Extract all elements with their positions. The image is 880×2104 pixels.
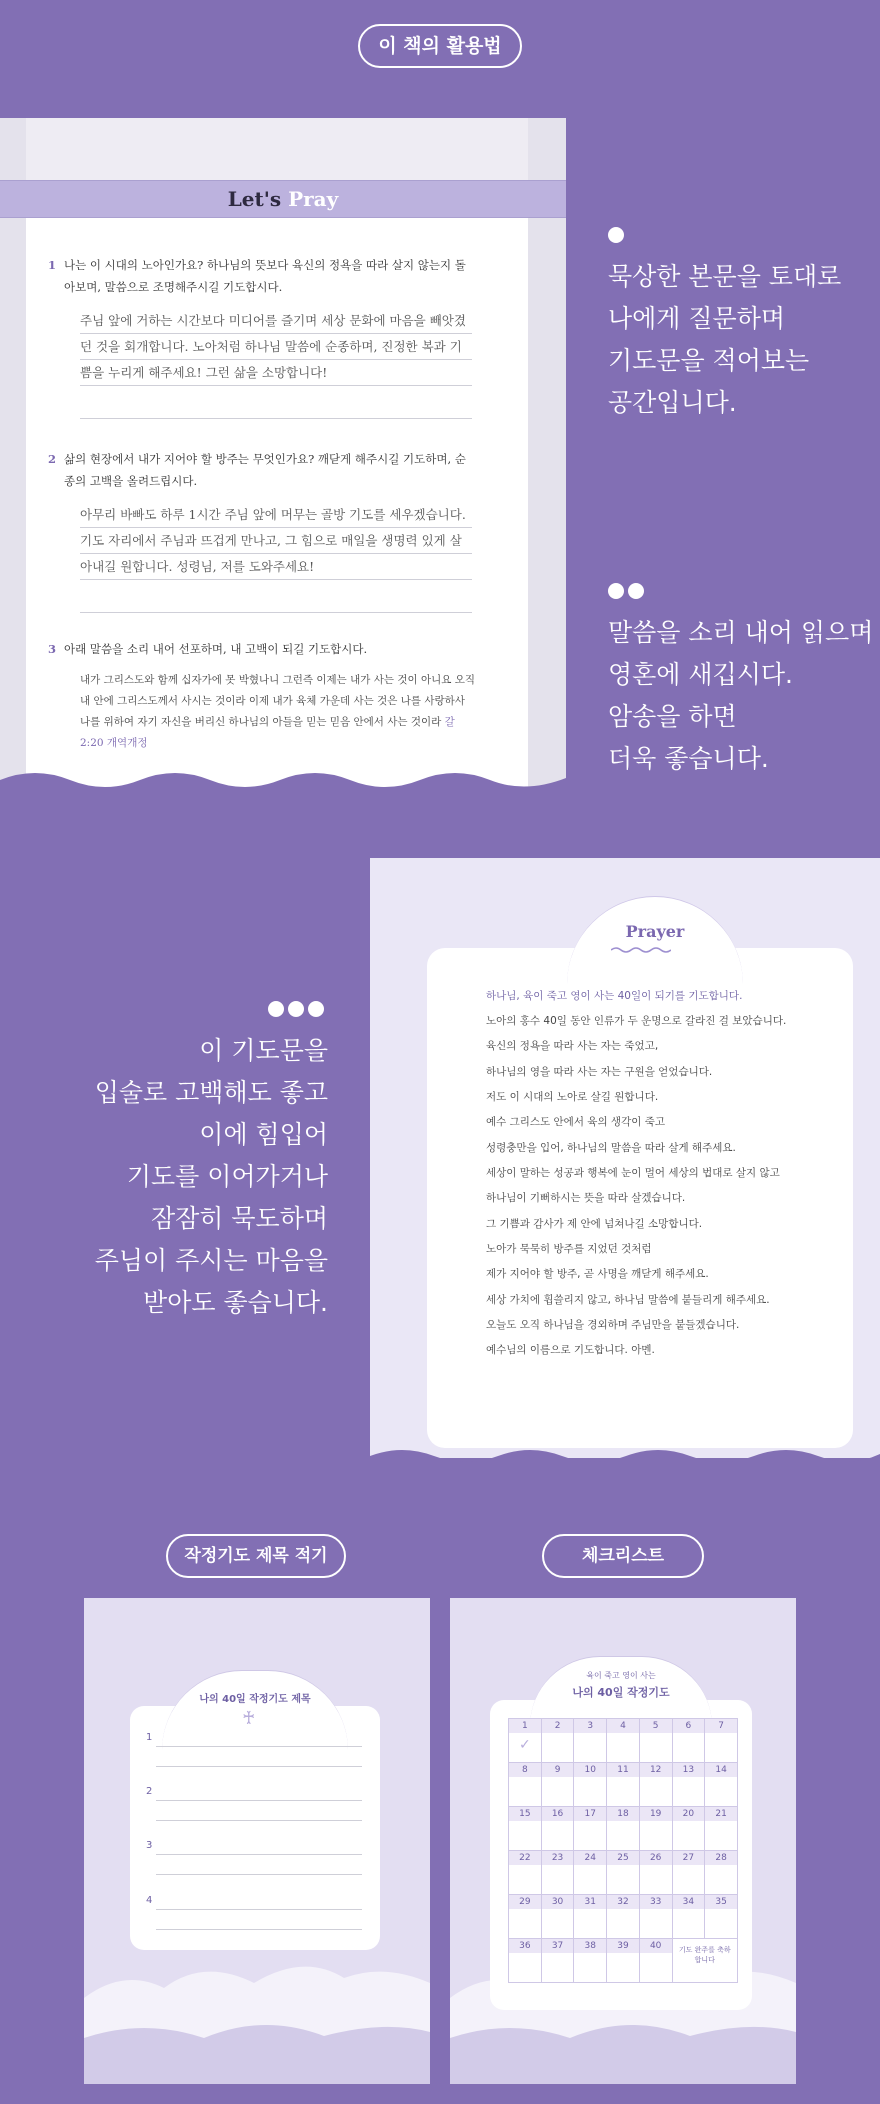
question-2 — [48, 448, 476, 492]
prayer-line: 노아가 묵묵히 방주를 지었던 것처럼 — [486, 1243, 652, 1255]
answer-rule — [80, 527, 472, 528]
prayer-line: 세상이 말하는 성공과 행복에 눈이 멀어 세상의 법대로 살지 않고 — [486, 1167, 780, 1179]
note-line: 말씀을 소리 내어 읽으며 — [608, 618, 874, 647]
day-cell[interactable] — [639, 1895, 672, 1939]
note-line: 암송을 하면 — [608, 702, 737, 731]
prayer-line: 육신의 정욕을 따라 사는 자는 죽었고, — [486, 1040, 659, 1052]
day-cell[interactable] — [672, 1719, 705, 1763]
day-number: 35 — [705, 1895, 737, 1909]
day-cell[interactable] — [541, 1807, 574, 1851]
topic-rule — [156, 1820, 362, 1821]
day-number: 14 — [705, 1763, 737, 1777]
day-cell[interactable] — [574, 1763, 607, 1807]
day-number: 15 — [509, 1807, 541, 1821]
prayer-line: 하나님이 기뻐하시는 뜻을 따라 살겠습니다. — [486, 1192, 686, 1204]
sample-page — [0, 118, 566, 790]
day-number: 13 — [673, 1763, 705, 1777]
topic-number: 2 — [146, 1786, 153, 1797]
check-mark-icon: ✓ — [518, 1737, 531, 1753]
day-cell[interactable] — [705, 1807, 738, 1851]
day-cell[interactable] — [574, 1807, 607, 1851]
page-right-margin — [528, 118, 566, 790]
day-cell[interactable] — [541, 1939, 574, 1983]
answer-rule — [80, 418, 472, 419]
day-number: 6 — [673, 1719, 705, 1733]
day-cell[interactable] — [607, 1895, 640, 1939]
note-line: 받아도 좋습니다. — [143, 1288, 328, 1317]
answer-rule — [80, 553, 472, 554]
day-cell[interactable] — [574, 1939, 607, 1983]
day-number: 21 — [705, 1807, 737, 1821]
prayer-title: Prayer — [625, 922, 685, 941]
praying-hands-icon: ♰ — [242, 1708, 256, 1729]
day-number: 24 — [574, 1851, 606, 1865]
topic-rule — [156, 1854, 362, 1855]
prayer-line: 하나님, 육이 죽고 영이 사는 40일이 되기를 기도합니다. — [486, 990, 743, 1002]
answer-rule — [80, 612, 472, 613]
section-pill-prayer-topics: 작정기도 제목 적기 — [166, 1534, 346, 1578]
answer-rule — [80, 579, 472, 580]
topic-rule — [156, 1766, 362, 1767]
day-cell[interactable] — [509, 1807, 542, 1851]
day-number: 8 — [509, 1763, 541, 1777]
lets-pray-title — [0, 187, 566, 211]
topic-rule — [156, 1800, 362, 1801]
day-number: 23 — [542, 1851, 574, 1865]
calendar-row — [509, 1719, 738, 1763]
day-cell[interactable] — [639, 1807, 672, 1851]
checklist-calendar — [508, 1718, 738, 1983]
day-number: 39 — [607, 1939, 639, 1953]
day-cell[interactable] — [639, 1763, 672, 1807]
day-number: 10 — [574, 1763, 606, 1777]
prayer-line: 그 기쁨과 감사가 제 안에 넘쳐나길 소망합니다. — [486, 1218, 703, 1230]
day-number: 40 — [640, 1939, 672, 1953]
day-cell[interactable] — [541, 1895, 574, 1939]
day-cell[interactable] — [541, 1763, 574, 1807]
day-cell[interactable] — [639, 1851, 672, 1895]
day-number: 16 — [542, 1807, 574, 1821]
question-1 — [48, 254, 476, 298]
two-dots-icon — [608, 570, 873, 612]
day-number: 30 — [542, 1895, 574, 1909]
calendar-row — [509, 1851, 738, 1895]
note-line: 영혼에 새깁시다. — [608, 660, 793, 689]
day-number: 25 — [607, 1851, 639, 1865]
day-number: 19 — [640, 1807, 672, 1821]
completion-cell[interactable] — [672, 1939, 737, 1983]
wave-decoration-icon — [611, 946, 671, 954]
day-number: 27 — [673, 1851, 705, 1865]
day-cell[interactable] — [607, 1763, 640, 1807]
section-pill-checklist: 체크리스트 — [542, 1534, 704, 1578]
day-number: 32 — [607, 1895, 639, 1909]
note-3 — [95, 988, 328, 1324]
prayer-line: 예수 그리스도 안에서 육의 생각이 죽고 — [486, 1116, 665, 1128]
day-number: 29 — [509, 1895, 541, 1909]
note-line: 이에 힘입어 — [199, 1120, 328, 1149]
day-cell[interactable] — [574, 1719, 607, 1763]
answer-1: 주님 앞에 거하는 시간보다 미디어를 즐기며 세상 문화에 마음을 빼앗겼던 것을 회개합니다. 노아처럼 하나님 말씀에 순종하며, 진정한 복과 기쁨을 누리게 해주세요! 그런 삶을 소망합니다! — [80, 313, 466, 380]
prayer-topics-card — [84, 1598, 430, 2084]
day-cell[interactable] — [672, 1851, 705, 1895]
topics-card-title: 나의 40일 작정기도 제목 — [199, 1694, 311, 1705]
pray-word: Pray — [288, 187, 339, 211]
day-cell[interactable] — [672, 1763, 705, 1807]
note-1 — [608, 214, 841, 424]
day-cell[interactable] — [509, 1851, 542, 1895]
page-wave-edge — [0, 766, 566, 796]
checklist-title: 나의 40일 작정기도 — [572, 1686, 670, 1699]
note-line: 공간입니다. — [608, 388, 737, 417]
answer-2: 아무리 바빠도 하루 1시간 주님 앞에 머무는 골방 기도를 세우겠습니다. 기도 자리에서 주님과 뜨겁게 만나고, 그 힘으로 매일을 생명력 있게 살아내길 원합니다. 성령님, 저를 도와주세요! — [80, 507, 466, 574]
day-cell[interactable] — [639, 1719, 672, 1763]
checklist-subtitle: 육이 죽고 영이 사는 — [586, 1671, 656, 1680]
note-line: 기도문을 적어보는 — [608, 346, 810, 375]
calendar-row — [509, 1763, 738, 1807]
calendar-row — [509, 1807, 738, 1851]
topic-rule — [156, 1909, 362, 1910]
day-number: 36 — [509, 1939, 541, 1953]
note-line: 더욱 좋습니다. — [608, 744, 769, 773]
day-cell[interactable] — [607, 1939, 640, 1983]
day-number: 5 — [640, 1719, 672, 1733]
prayer-line: 오늘도 오직 하나님을 경외하며 주님만을 붙들겠습니다. — [486, 1319, 740, 1331]
day-number: 20 — [673, 1807, 705, 1821]
day-number: 22 — [509, 1851, 541, 1865]
lets-pray-header — [0, 180, 566, 218]
page-top-margin — [26, 118, 528, 180]
day-number: 37 — [542, 1939, 574, 1953]
question-3 — [48, 638, 476, 660]
prayer-line: 제가 지어야 할 방주, 곧 사명을 깨닫게 해주세요. — [486, 1268, 709, 1280]
topic-number: 1 — [146, 1732, 153, 1743]
calendar-row — [509, 1895, 738, 1939]
question-text: 삶의 현장에서 내가 지어야 할 방주는 무엇인가요? 깨닫게 해주시길 기도하며, 순종의 고백을 올려드립시다. — [64, 452, 466, 488]
day-cell[interactable] — [705, 1719, 738, 1763]
completion-note: 기도 완주를 축하합니다 — [678, 1946, 731, 1964]
question-number: 1 — [48, 258, 57, 272]
section-pill-usage: 이 책의 활용법 — [358, 24, 522, 68]
day-number: 1 — [509, 1719, 541, 1733]
lets-word: Let's — [227, 187, 282, 211]
day-number: 18 — [607, 1807, 639, 1821]
answer-rule — [80, 359, 472, 360]
day-number: 11 — [607, 1763, 639, 1777]
day-cell[interactable] — [705, 1851, 738, 1895]
day-cell[interactable] — [574, 1895, 607, 1939]
answer-rule — [80, 385, 472, 386]
prayer-line: 하나님의 영을 따라 사는 자는 구원을 얻었습니다. — [486, 1066, 713, 1078]
topic-rule — [156, 1874, 362, 1875]
verse-reference: 갈 2:20 개역개정 — [80, 716, 455, 749]
note-line: 나에게 질문하며 — [608, 304, 785, 333]
note-line: 입술로 고백해도 좋고 — [94, 1078, 328, 1107]
day-cell[interactable] — [672, 1807, 705, 1851]
day-number: 38 — [574, 1939, 606, 1953]
day-number: 33 — [640, 1895, 672, 1909]
note-2 — [608, 570, 873, 780]
cloud-background — [84, 1928, 430, 2084]
day-cell[interactable] — [705, 1763, 738, 1807]
note-line: 묵상한 본문을 토대로 — [608, 262, 842, 291]
day-number: 12 — [640, 1763, 672, 1777]
topic-number: 3 — [146, 1840, 153, 1851]
day-cell[interactable] — [705, 1895, 738, 1939]
day-cell[interactable] — [509, 1719, 542, 1763]
day-number: 28 — [705, 1851, 737, 1865]
day-cell[interactable] — [607, 1719, 640, 1763]
note-line: 잠잠히 묵도하며 — [151, 1204, 328, 1233]
question-text: 아래 말씀을 소리 내어 선포하며, 내 고백이 되길 기도합시다. — [64, 642, 368, 656]
day-number: 31 — [574, 1895, 606, 1909]
day-cell[interactable] — [541, 1851, 574, 1895]
day-number: 34 — [673, 1895, 705, 1909]
prayer-line: 노아의 홍수 40일 동안 인류가 두 운명으로 갈라진 걸 보았습니다. — [486, 1015, 787, 1027]
day-number: 7 — [705, 1719, 737, 1733]
day-cell[interactable] — [509, 1939, 542, 1983]
day-cell[interactable] — [607, 1851, 640, 1895]
day-number: 17 — [574, 1807, 606, 1821]
question-number: 3 — [48, 642, 57, 656]
day-number: 26 — [640, 1851, 672, 1865]
day-number: 2 — [542, 1719, 574, 1733]
day-number: 3 — [574, 1719, 606, 1733]
note-line: 기도를 이어가거나 — [126, 1162, 328, 1191]
prayer-line: 예수님의 이름으로 기도합니다. 아멘. — [486, 1344, 655, 1356]
topic-rule — [156, 1929, 362, 1930]
day-cell[interactable] — [541, 1719, 574, 1763]
answer-rule — [80, 333, 472, 334]
question-text: 나는 이 시대의 노아인가요? 하나님의 뜻보다 육신의 정욕을 따라 살지 않는지 돌아보며, 말씀으로 조명해주시길 기도합시다. — [64, 258, 466, 294]
day-number: 9 — [542, 1763, 574, 1777]
day-cell[interactable] — [509, 1895, 542, 1939]
calendar-row — [509, 1939, 738, 1983]
day-cell[interactable] — [639, 1939, 672, 1983]
note-line: 이 기도문을 — [199, 1036, 328, 1065]
prayer-line: 성령충만을 입어, 하나님의 말씀을 따라 살게 해주세요. — [486, 1142, 736, 1154]
bible-verse — [80, 670, 476, 754]
three-dots-icon — [95, 988, 328, 1030]
topic-rule — [156, 1746, 362, 1747]
prayer-line: 세상 가치에 휩쓸리지 않고, 하나님 말씀에 붙들리게 해주세요. — [486, 1294, 770, 1306]
day-cell[interactable] — [607, 1807, 640, 1851]
topic-number: 4 — [146, 1895, 153, 1906]
day-cell[interactable] — [574, 1851, 607, 1895]
one-dot-icon — [608, 214, 841, 256]
day-cell[interactable] — [672, 1895, 705, 1939]
note-line: 주님이 주시는 마음을 — [94, 1246, 328, 1275]
question-number: 2 — [48, 452, 57, 466]
prayer-line: 저도 이 시대의 노아로 살길 원합니다. — [486, 1091, 659, 1103]
verse-text: 내가 그리스도와 함께 십자가에 못 박혔나니 그런즉 이제는 내가 사는 것이 아니요 오직 내 안에 그리스도께서 사시는 것이라 이제 내가 육체 가운데 사는 것은 나를 사랑하사 나를 위하여 자기 자신을 버리신 하나님의 아들을 믿는 믿음 안에서 사는 것이라 — [80, 674, 476, 728]
day-number: 4 — [607, 1719, 639, 1733]
day-cell[interactable] — [509, 1763, 542, 1807]
page-left-margin — [0, 118, 26, 790]
